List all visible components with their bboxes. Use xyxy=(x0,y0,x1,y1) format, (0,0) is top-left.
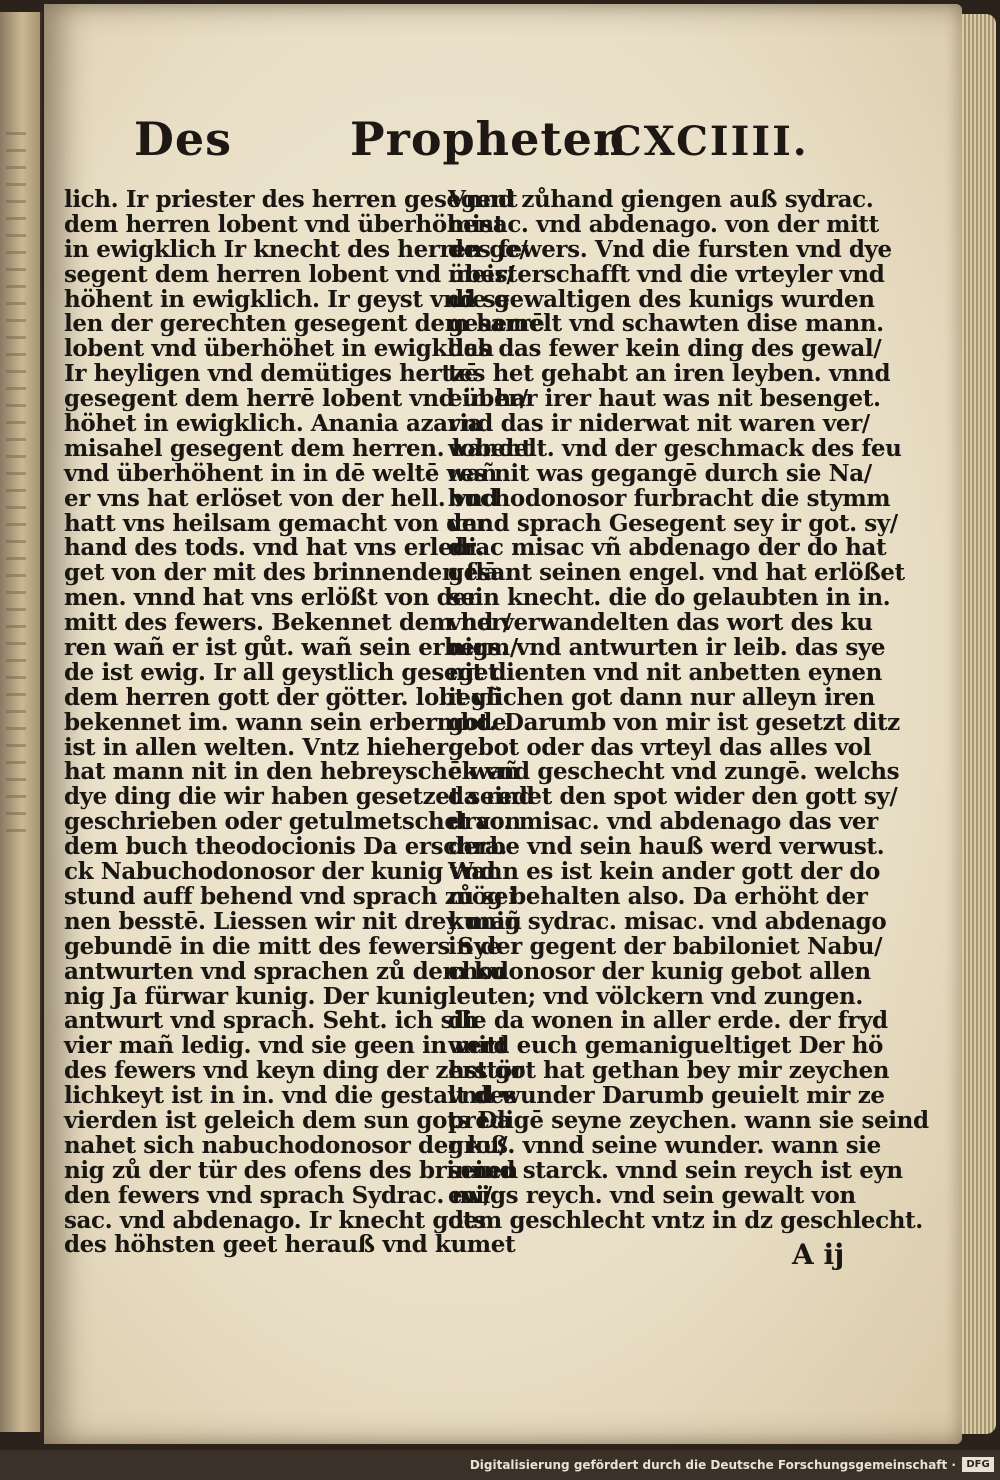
text-line: vnd wunder Darumb geuielt mir ze xyxy=(448,1082,885,1110)
text-line: er vns hat erlöset von der hell. vnd xyxy=(64,484,498,512)
text-line: in der gegent der babiloniet Nabu/ xyxy=(448,932,883,960)
running-head-word-1: Des xyxy=(134,112,233,166)
text-line: drac. misac. vnd abdenago das ver xyxy=(448,808,878,836)
text-line: ieglichen got dann nur alleyn iren xyxy=(448,683,875,711)
text-line: got. Darumb von mir ist gesetzt ditz xyxy=(448,708,900,736)
text-line: die gewaltigen des kunigs wurden xyxy=(448,285,875,313)
text-line: den fewers vnd sprach Sydrac. mi/ xyxy=(64,1181,492,1209)
text-line: mitt des fewers. Bekennet dem her/ xyxy=(64,609,511,637)
text-line: bekennet im. wann sein erbermbde xyxy=(64,708,507,736)
text-line: nig Ja fürwar kunig. Der kunig xyxy=(64,982,449,1010)
text-line: misahel gesegent dem herren. lobent xyxy=(64,434,532,462)
text-line: len der gerechten gesegent dem herrē xyxy=(64,310,545,338)
text-line: dem herren gott der götter. lobt vñ xyxy=(64,683,502,711)
text-line: vnnd sprach Gesegent sey ir got. sy/ xyxy=(448,509,898,537)
text-column-right xyxy=(448,186,929,1234)
text-line: res nit was gegangē durch sie Na/ xyxy=(448,459,872,487)
text-line: ren wañ er ist gůt. wañ sein erberm/ xyxy=(64,634,518,662)
text-line: gesant seinen engel. vnd hat erlößet xyxy=(448,559,905,587)
text-line: in ewigklich Ir knecht des herren ge/ xyxy=(64,235,528,263)
text-line: meisterschafft vnd die vrteyler vnd xyxy=(448,260,885,288)
text-column-left xyxy=(64,186,545,1259)
text-line: get von der mit des brinnenden flā xyxy=(64,559,499,587)
text-line: dem geschlecht vntz in dz geschlecht. xyxy=(448,1206,923,1234)
text-line: gebot oder das vrteyl das alles vol xyxy=(448,733,872,761)
text-line: gebundē in die mitt des fewers Sye xyxy=(64,932,501,960)
text-line: antwurt vnd sprach. Seht. ich sih xyxy=(64,1007,478,1035)
page-fore-edges xyxy=(962,14,996,1434)
text-line: hst got hat gethan bey mir zeychen xyxy=(448,1057,890,1085)
text-line: de ist ewig. Ir all geystlich geseget xyxy=(64,658,499,686)
text-line: mög behalten also. Da erhöht der xyxy=(448,882,868,910)
text-line: die da wonen in aller erde. der fryd xyxy=(448,1007,888,1035)
text-line: tes het gehabt an iren leyben. vnnd xyxy=(448,360,891,388)
text-line: stund auff behend vnd sprach zů sei xyxy=(64,882,517,910)
text-line: vier mañ ledig. vnd sie geen in mitt xyxy=(64,1032,508,1060)
text-line: derbe vnd sein hauß werd verwust. xyxy=(448,833,885,861)
text-line: des fewers. Vnd die fursten vnd dye xyxy=(448,235,892,263)
text-line: dye ding die wir haben gesetzet seind xyxy=(64,783,535,811)
text-line: dem herren lobent vnd überhöhent xyxy=(64,210,504,238)
text-line: höhent in ewigklich. Ir geyst vnd se xyxy=(64,285,510,313)
text-line: sein knecht. die do gelaubten in in. xyxy=(448,584,891,612)
text-line: nahet sich nabuchodonosor der ku/ xyxy=(64,1131,508,1159)
text-line: hand des tods. vnd hat vns erledi. xyxy=(64,534,484,562)
text-line: nen besstē. Liessen wir nit drey mañ xyxy=(64,907,522,935)
text-line: chodonosor der kunig gebot allen xyxy=(448,957,871,985)
text-line: drac misac vñ abdenago der do hat xyxy=(448,534,887,562)
running-head-word-2: Propheten xyxy=(350,112,628,166)
text-line: leuten; vnd völckern vnd zungen. xyxy=(448,982,863,1010)
text-line: vnd verwandelten das wort des ku xyxy=(448,609,873,637)
text-line: vnd das ir niderwat nit waren ver/ xyxy=(448,410,870,438)
text-line: vnd überhöhent in in dē weltē wañ xyxy=(64,459,497,487)
text-line: kunig sydrac. misac. vnd abdenago xyxy=(448,907,887,935)
signature-mark: A ij xyxy=(792,1238,845,1271)
text-line: segent dem herren lobent vnd über/ xyxy=(64,260,515,288)
text-line: men. vnnd hat vns erlößt von der xyxy=(64,584,479,612)
text-line: des fewers vnd keyn ding der zerstör xyxy=(64,1057,524,1085)
text-line: lich. Ir priester des herren gesegent xyxy=(64,186,518,213)
text-line: nigs. vnd antwurten ir leib. das sye xyxy=(448,634,886,662)
text-line: geschrieben oder getulmetschet von xyxy=(64,808,521,836)
text-line: hat mann nit in den hebreyschē wañ xyxy=(64,758,520,786)
text-line: sac. vnd abdenago. Ir knecht gots xyxy=(64,1206,486,1234)
folio-number: .CXCIIII. xyxy=(594,118,809,165)
text-line: gesamelt vnd schawten dise mann. xyxy=(448,310,884,338)
text-line: gesegent dem herrē lobent vnd über/ xyxy=(64,385,528,413)
text-line: predigē seyne zeychen. wann sie seind xyxy=(448,1106,929,1134)
text-line: dem buch theodocionis Da erschra. xyxy=(64,833,507,861)
text-line: nit dienten vnd nit anbetten eynen xyxy=(448,658,882,686)
text-line: seind starck. vnnd sein reych ist eyn xyxy=(448,1156,903,1184)
text-line: des höhsten geet herauß vnd kumet xyxy=(64,1231,516,1259)
text-line: ewigs reych. vnd sein gewalt von xyxy=(448,1181,856,1209)
text-line: lichkeyt ist in in. vnd die gestalt des xyxy=(64,1082,517,1110)
text-line: ein har irer haut was nit besenget. xyxy=(448,385,881,413)
left-page-text-bleed xyxy=(6,132,26,832)
text-line: da redet den spot wider den gott sy/ xyxy=(448,783,898,811)
dfg-logo: DFG xyxy=(962,1457,994,1472)
text-line: Wann es ist kein ander gott der do xyxy=(448,858,880,886)
text-line: nig zů der tür des ofens des brinnen xyxy=(64,1156,518,1184)
footer-bar xyxy=(0,1450,1000,1480)
text-line: ck Nabuchodonosor der kunig vnd xyxy=(64,858,496,886)
text-line: ck vnd geschecht vnd zungē. welchs xyxy=(448,758,900,786)
text-line: vierden ist geleich dem sun gots Da xyxy=(64,1106,512,1134)
text-line: wandelt. vnd der geschmack des feu xyxy=(448,434,902,462)
running-head xyxy=(134,104,809,174)
text-line: Vnnd zůhand giengen auß sydrac. xyxy=(448,186,874,213)
text-line: hatt vns heilsam gemacht von der xyxy=(64,509,488,537)
text-line: werd euch gemanigueltiget Der hö xyxy=(448,1032,883,1060)
text-line: buchodonosor furbracht die stymm xyxy=(448,484,891,512)
text-line: misac. vnd abdenago. von der mitt xyxy=(448,210,879,238)
text-line: das das fewer kein ding des gewal/ xyxy=(448,335,882,363)
left-page-edge xyxy=(0,12,42,1432)
funding-credit: Digitalisierung gefördert durch die Deutsche Forschungsgemeinschaft · xyxy=(469,1458,956,1472)
text-line: ist in allen welten. Vntz hieher xyxy=(64,733,448,761)
text-line: höhet in ewigklich. Anania azaria xyxy=(64,410,483,438)
text-line: groß. vnnd seine wunder. wann sie xyxy=(448,1131,881,1159)
text-line: antwurten vnd sprachen zů dem ku xyxy=(64,957,506,985)
text-line: lobent vnd überhöhet in ewigklich xyxy=(64,335,494,363)
text-line: Ir heyligen vnd demütiges hertzē xyxy=(64,360,479,388)
